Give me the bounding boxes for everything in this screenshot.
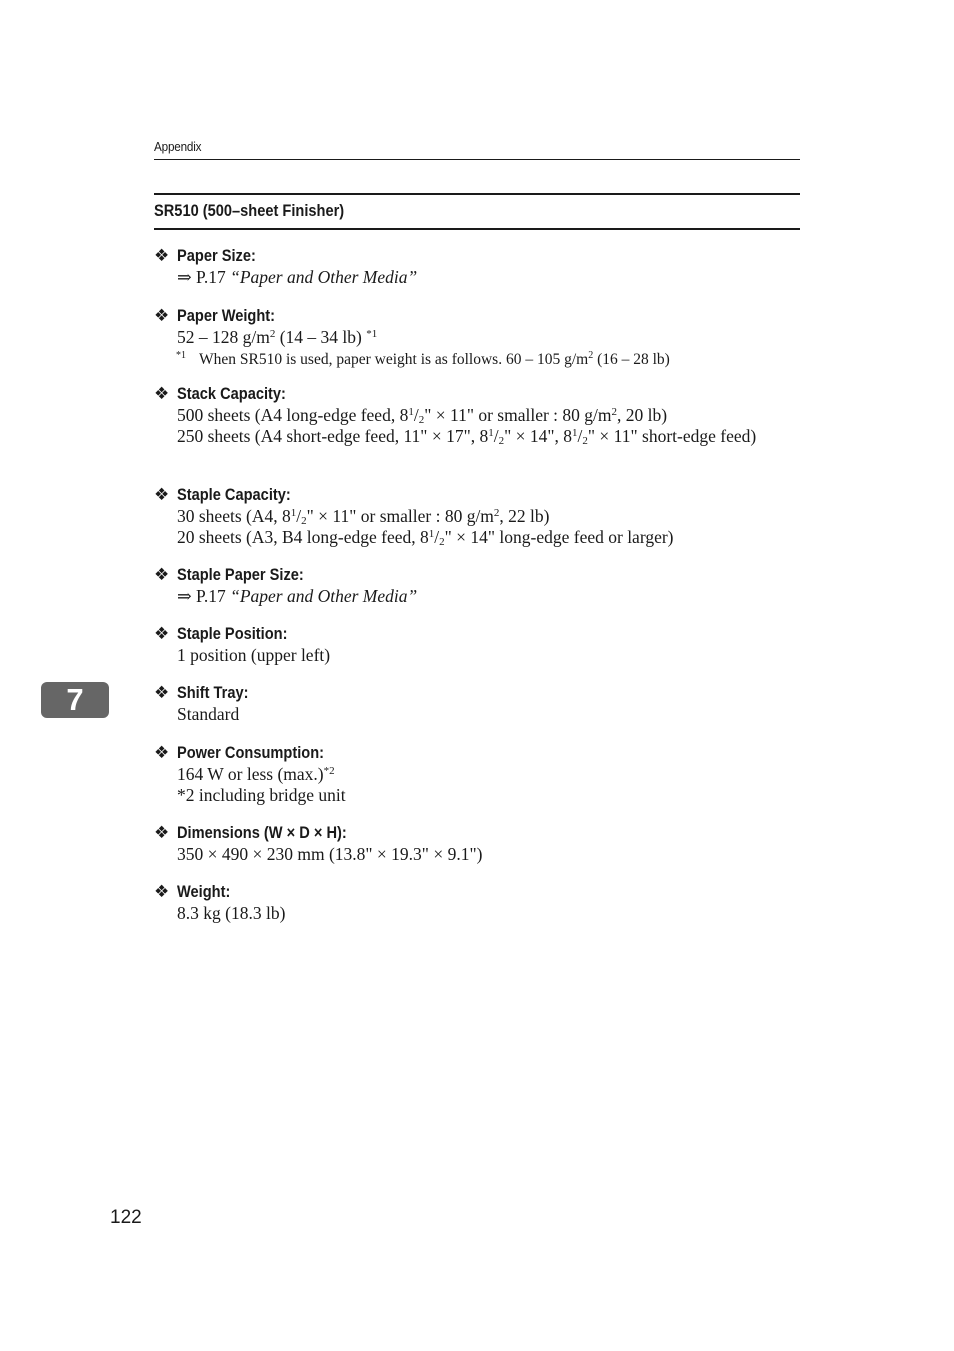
double-arrow-icon: ⇒ bbox=[177, 586, 192, 606]
spec-value: 350 × 490 × 230 mm (13.8" × 19.3" × 9.1") bbox=[177, 844, 483, 864]
spec-label: Staple Position: bbox=[177, 624, 288, 643]
diamond-bullet-icon: ❖ bbox=[154, 682, 170, 703]
spec-value: 52 – 128 $g/m^2$ (14 – 34 lb) $^{*1}$ bbox=[177, 327, 378, 347]
diamond-bullet-icon: ❖ bbox=[154, 822, 170, 843]
spec-value: 20 sheets (A3, B4 long-edge feed, $8^1/_2$" × 14" long-edge feed or larger) bbox=[177, 526, 674, 548]
footnote-reference: *1 bbox=[366, 328, 378, 340]
spec-value: 164 W or less $(\max.)^{*2}$ bbox=[177, 764, 335, 784]
spec-label: Power Consumption: bbox=[177, 743, 325, 762]
spec-power-consumption bbox=[154, 742, 804, 805]
spec-staple-capacity bbox=[154, 484, 804, 547]
spec-note: *2 including bridge unit bbox=[177, 784, 346, 805]
spec-label: Weight: bbox=[177, 882, 231, 901]
spec-weight bbox=[154, 881, 804, 924]
spec-paper-size bbox=[154, 245, 804, 288]
diamond-bullet-icon: ❖ bbox=[154, 881, 170, 902]
reference-title[interactable]: “Paper and Other Media” bbox=[230, 586, 418, 606]
page-reference[interactable]: P.17 bbox=[196, 586, 226, 606]
reference-title[interactable]: “Paper and Other Media” bbox=[230, 267, 418, 287]
diamond-bullet-icon: ❖ bbox=[154, 484, 170, 505]
spec-label: Staple Capacity: bbox=[177, 485, 291, 504]
spec-value: Standard bbox=[177, 704, 240, 724]
page-reference[interactable]: P.17 bbox=[196, 267, 226, 287]
diamond-bullet-icon: ❖ bbox=[154, 383, 170, 404]
footnote-reference: *2 bbox=[323, 765, 335, 777]
spec-shift-tray bbox=[154, 682, 804, 725]
spec-value: 8.3 kg (18.3 lb) bbox=[177, 903, 286, 923]
chapter-tab: 7 bbox=[41, 682, 109, 718]
header-rule bbox=[154, 159, 800, 160]
spec-dimensions bbox=[154, 822, 804, 865]
page-number: 122 bbox=[110, 1207, 142, 1228]
title-rule-top bbox=[154, 193, 800, 195]
diamond-bullet-icon: ❖ bbox=[154, 564, 170, 585]
spec-value: 500 sheets (A4 long-edge feed, $8^1/_2$" × 11" or smaller : 80 $g/m^2$, 20 lb) bbox=[177, 405, 668, 426]
double-arrow-icon: ⇒ bbox=[177, 267, 192, 287]
spec-staple-paper-size bbox=[154, 564, 804, 607]
section-title: SR510 (500–sheet Finisher) bbox=[154, 201, 345, 220]
spec-value: 30 sheets (A4, $8^1/_2$" × 11" or smaller : 80 $g/m^2$, 22 lb) bbox=[177, 506, 550, 527]
diamond-bullet-icon: ❖ bbox=[154, 742, 170, 763]
diamond-bullet-icon: ❖ bbox=[154, 305, 170, 326]
title-rule-bottom bbox=[154, 228, 800, 230]
spec-value: 250 sheets (A4 short-edge feed, 11" × 17", $8^1/_2$" × 14", $8^1/_2$" × 11" short-edge feed) bbox=[177, 425, 757, 447]
spec-label: Paper Weight: bbox=[177, 306, 276, 325]
footnote: $^{*1}$ When SR510 is used, paper weight is as follows. 60 – 105 $g/m^2$ (16 – 28 lb) bbox=[176, 349, 670, 368]
spec-staple-position bbox=[154, 623, 804, 666]
spec-paper-weight bbox=[154, 305, 804, 369]
spec-stack-capacity bbox=[154, 383, 804, 446]
spec-value: 1 position (upper left) bbox=[177, 645, 331, 665]
diamond-bullet-icon: ❖ bbox=[154, 623, 170, 644]
spec-label: Staple Paper Size: bbox=[177, 565, 304, 584]
spec-label: Dimensions (W × D × H): bbox=[177, 823, 347, 842]
running-head: Appendix bbox=[154, 139, 202, 154]
spec-label: Paper Size: bbox=[177, 246, 256, 265]
spec-label: Shift Tray: bbox=[177, 683, 249, 702]
spec-label: Stack Capacity: bbox=[177, 384, 286, 403]
diamond-bullet-icon: ❖ bbox=[154, 245, 170, 266]
